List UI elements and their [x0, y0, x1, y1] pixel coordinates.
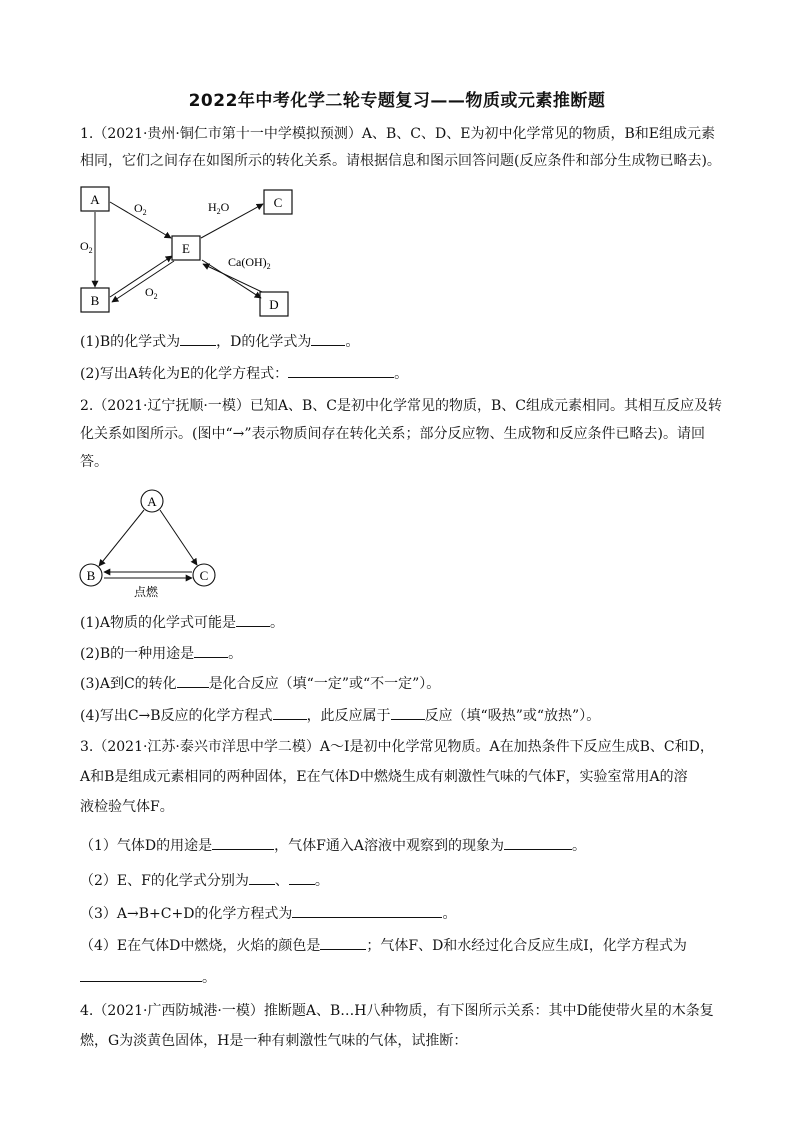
q1-arrow-e-b [112, 261, 174, 302]
q2-part-1-text-a: (1)A物质的化学式可能是 [80, 615, 236, 631]
q1-part-2 [80, 363, 720, 384]
q1-node-d-label: D [269, 297, 279, 312]
q2-node-c-label: C [199, 568, 209, 583]
q3-part-2 [80, 870, 720, 891]
q3-part-1 [80, 835, 720, 856]
q2-part-4-text-a: (4)写出C→B反应的化学方程式 [80, 708, 273, 724]
q3-part-3-text-a: （3）A→B+C+D的化学方程式为 [80, 906, 293, 922]
q2-stem-line-1: 2.（2021·辽宁抚顺·一模）已知A、B、C是初中化学常见的物质，B、C组成元素相同。其相互反应及转 [80, 398, 722, 414]
q3-blank-3[interactable] [249, 870, 275, 885]
q3-blank-2[interactable] [504, 835, 572, 850]
q1-stem-line-1: 1.（2021·贵州·铜仁市第十一中学模拟预测）A、B、C、D、E为初中化学常见的物质，B和E组成元素 [80, 126, 715, 142]
q1-part-1-text-c: 。 [345, 334, 360, 350]
q1-label-b-e: $O_2$ [145, 285, 158, 301]
q3-stem-line-3: 液检验气体F。 [80, 799, 174, 815]
q2-part-3-text-b: 是化合反应（填“一定”或“不一定”）。 [208, 676, 441, 692]
q1-node-d [260, 292, 288, 316]
q3-part-4-cont [80, 967, 720, 988]
q2-part-1-text-b: 。 [269, 615, 284, 631]
q2-arrow-a-b [99, 510, 144, 566]
q2-node-c [193, 564, 215, 586]
q2-part-4-text-b: ，此反应属于 [306, 708, 391, 724]
q3-part-3-text-b: 。 [442, 906, 457, 922]
q3-blank-6[interactable] [320, 935, 366, 950]
q3-part-4-text-a: （4）E在气体D中燃烧，火焰的颜色是 [80, 938, 321, 954]
q2-part-4 [80, 705, 720, 726]
q1-part-2-text-b: 。 [394, 366, 409, 382]
q1-node-e [172, 236, 200, 260]
q2-part-3 [80, 673, 720, 694]
q2-part-1 [80, 612, 720, 633]
q1-label-e-c: $H_2O$ [208, 200, 230, 216]
q2-part-3-text-a: (3)A到C的转化 [80, 676, 177, 692]
q1-node-a-label: A [90, 192, 100, 207]
q3-stem-line-1: 3.（2021·江苏·泰兴市洋思中学二模）A～I是初中化学常见物质。A在加热条件下反应生成B、C和D， [80, 739, 714, 755]
q1-arrow-b-e [110, 256, 172, 297]
q3-part-2-text-b: 、 [274, 873, 289, 889]
q2-blank-3[interactable] [177, 673, 209, 688]
q2-edge-label: 点燃 [133, 585, 159, 599]
q3-part-1-text-a: （1）气体D的用途是 [80, 838, 213, 854]
q2-blank-2[interactable] [194, 643, 228, 658]
q1-node-c [264, 190, 292, 214]
page-title: 2022年中考化学二轮专题复习——物质或元素推断题 [188, 91, 606, 111]
q1-stem-line-2: 相同，它们之间存在如图所示的转化关系。请根据信息和图示回答问题(反应条件和部分生成物已略去)。 [80, 153, 721, 169]
q2-node-a-label: A [147, 494, 157, 509]
q1-part-1 [80, 331, 720, 352]
q3-part-4-text-c: 。 [202, 970, 216, 986]
q3-part-1-text-c: 。 [571, 838, 586, 854]
q3-blank-7[interactable] [80, 967, 202, 982]
q1-blank-1[interactable] [180, 331, 216, 346]
q2-node-a [141, 490, 163, 512]
q2-blank-4[interactable] [273, 705, 307, 720]
q2-node-b [80, 564, 102, 586]
q1-node-a [81, 187, 109, 211]
q4-stem-line-2: 燃，G为淡黄色固体，H是一种有刺激性气味的气体，试推断： [80, 1033, 468, 1049]
q2-blank-5[interactable] [391, 705, 425, 720]
q2-part-2 [80, 643, 720, 664]
q3-blank-5[interactable] [292, 903, 442, 918]
q1-blank-3[interactable] [288, 363, 394, 378]
q1-blank-2[interactable] [311, 331, 345, 346]
q3-blank-4[interactable] [289, 870, 315, 885]
q1-part-2-text-a: (2)写出A转化为E的化学方程式： [80, 366, 289, 382]
q3-part-1-text-b: ，气体F通入A溶液中观察到的现象为 [274, 838, 504, 854]
q2-blank-1[interactable] [236, 612, 270, 627]
q2-part-2-text-b: 。 [228, 646, 243, 662]
q1-node-c-label: C [273, 195, 283, 210]
q1-part-1-text-b: ，D的化学式为 [216, 334, 312, 350]
q1-label-a-e: $O_2$ [134, 201, 147, 217]
q2-part-4-text-c: 反应（填“吸热”或“放热”）。 [424, 708, 601, 724]
q4-stem-line-1: 4.（2021·广西防城港·一模）推断题A、B…H八种物质，有下图所示关系：其中D能使带火星的木条复 [80, 1003, 714, 1019]
q2-node-b-label: B [86, 568, 96, 583]
q3-part-4-text-b: ；气体F、D和水经过化合反应生成I，化学方程式为 [366, 938, 687, 954]
q3-stem-line-2: A和B是组成元素相同的两种固体，E在气体D中燃烧生成有刺激性气味的气体F，实验室常用A的溶 [80, 769, 688, 785]
q3-blank-1[interactable] [212, 835, 274, 850]
q1-node-e-label: E [182, 241, 190, 256]
q2-part-2-text-a: (2)B的一种用途是 [80, 646, 195, 662]
q2-arrow-a-c [160, 510, 197, 565]
q1-label-e-d: $Ca(OH)_2$ [228, 255, 271, 271]
q1-part-1-text-a: (1)B的化学式为 [80, 334, 181, 350]
q2-stem-line-2: 化关系如图所示。(图中“→”表示物质间存在转化关系；部分反应物、生成物和反应条件已略去)。请回 [80, 426, 705, 442]
q2-diagram [74, 486, 224, 601]
q3-part-2-text-c: 。 [314, 873, 329, 889]
q1-node-b [81, 288, 109, 312]
q1-diagram [70, 180, 310, 320]
q3-part-3 [80, 903, 720, 924]
q3-part-4 [80, 935, 720, 956]
q1-label-a-b: $O_2$ [80, 239, 93, 255]
q3-part-2-text-a: （2）E、F的化学式分别为 [80, 873, 249, 889]
q1-node-b-label: B [90, 293, 100, 308]
q2-stem-line-3: 答。 [80, 454, 108, 470]
